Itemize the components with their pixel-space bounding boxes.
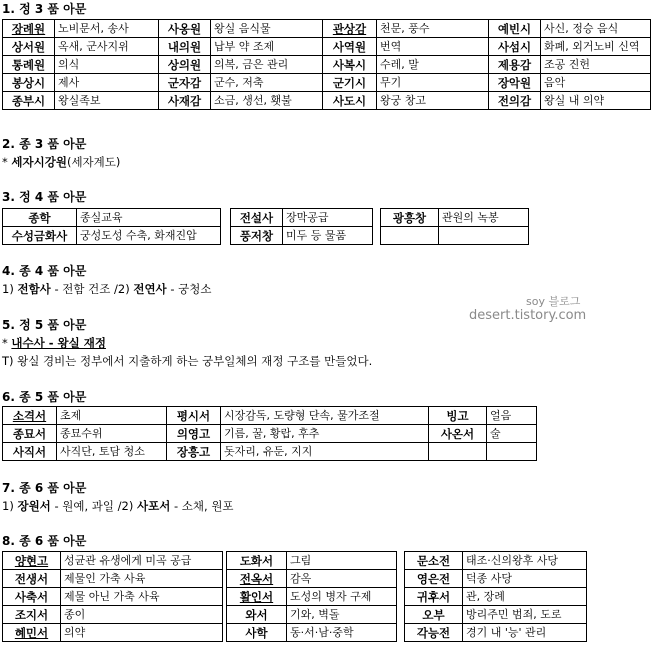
- section-title-5: 5. 정 5 품 아문: [2, 318, 87, 332]
- office-duty-cell: 도성의 병자 구제: [287, 588, 397, 606]
- office-name-cell: 전설사: [231, 209, 283, 227]
- office-duty-cell: 관, 장례: [463, 588, 587, 606]
- table-row: [3, 443, 537, 461]
- watermark-blog-name: soy 블로그: [526, 295, 581, 308]
- column-gap: [221, 227, 231, 245]
- office-name-cell: 와서: [227, 606, 287, 624]
- empty-cell: [381, 227, 439, 245]
- office-duty-cell: 소금, 생선, 횃불: [211, 92, 323, 110]
- office-duty-cell: 기와, 벽돌: [287, 606, 397, 624]
- office-name-cell: 오부: [405, 606, 463, 624]
- line-s7-0: [2, 499, 234, 513]
- office-duty-cell: 돗자리, 유둔, 지지: [221, 443, 429, 461]
- office-name-cell: 군기시: [323, 74, 377, 92]
- office-name-cell: 문소전: [405, 552, 463, 570]
- line-s5-0: [2, 336, 106, 350]
- office-duty-cell: 시장감독, 도량형 단속, 물가조절: [221, 407, 429, 425]
- office-duty-cell: 수레, 말: [377, 56, 489, 74]
- office-duty-cell: 술: [487, 425, 537, 443]
- table-row: [3, 606, 587, 624]
- office-duty-cell: 왕궁 창고: [377, 92, 489, 110]
- section-title-3: 3. 정 4 품 아문: [2, 190, 87, 204]
- line-s2-0: [2, 155, 120, 169]
- office-name-cell: 광흥창: [381, 209, 439, 227]
- office-name-cell: 사축서: [3, 588, 61, 606]
- emphasis-text: 전함사: [17, 282, 51, 296]
- office-duty-cell: 성균관 유생에게 미곡 공급: [61, 552, 223, 570]
- office-name-cell: 종묘서: [3, 425, 57, 443]
- office-name-cell: 전옥서: [227, 570, 287, 588]
- office-name-cell: 영은전: [405, 570, 463, 588]
- office-name-cell: 종부시: [3, 92, 55, 110]
- office-duty-cell: 옥새, 군사지위: [55, 38, 159, 56]
- plain-text: - 전함 건조 /2): [50, 282, 134, 296]
- section-title-2: 2. 종 3 품 아문: [2, 137, 87, 151]
- column-gap: [397, 588, 405, 606]
- empty-cell: [429, 443, 487, 461]
- table-row: [3, 74, 651, 92]
- office-name-cell: 사도시: [323, 92, 377, 110]
- emphasis-text: 세자시강원: [11, 155, 67, 169]
- office-name-cell: 장례원: [3, 20, 55, 38]
- office-name-cell: 사역원: [323, 38, 377, 56]
- office-duty-cell: 군수, 저축: [211, 74, 323, 92]
- plain-text: 1): [2, 282, 18, 296]
- office-duty-cell: 덕종 사당: [463, 570, 587, 588]
- office-duty-cell: 의식: [55, 56, 159, 74]
- office-duty-cell: 동·서·남·중학: [287, 624, 397, 642]
- emphasis-text: 내수사 - 왕실 재정: [11, 336, 106, 350]
- empty-cell: [487, 443, 537, 461]
- section-title-7: 7. 종 6 품 아문: [2, 481, 87, 495]
- office-duty-cell: 궁성도성 수축, 화재진압: [77, 227, 221, 245]
- office-name-cell: 통례원: [3, 56, 55, 74]
- office-name-cell: 전의감: [489, 92, 541, 110]
- office-duty-cell: 번역: [377, 38, 489, 56]
- column-gap: [397, 552, 405, 570]
- office-duty-cell: 천문, 풍수: [377, 20, 489, 38]
- column-gap: [221, 209, 231, 227]
- office-duty-cell: 사직단, 토담 청소: [57, 443, 167, 461]
- office-duty-cell: 조공 진헌: [541, 56, 651, 74]
- office-name-cell: 양현고: [3, 552, 61, 570]
- table-row: [3, 588, 587, 606]
- table-row: [3, 624, 587, 642]
- table-row: [3, 570, 587, 588]
- office-duty-cell: 왕실 내 의약: [541, 92, 651, 110]
- office-name-cell: 사옹원: [159, 20, 211, 38]
- column-gap: [373, 209, 381, 227]
- office-name-cell: 봉상시: [3, 74, 55, 92]
- office-duty-cell: 음악: [541, 74, 651, 92]
- office-name-cell: 사온서: [429, 425, 487, 443]
- section-title-8: 8. 종 6 품 아문: [2, 534, 87, 548]
- emphasis-text: 장원서: [17, 499, 51, 513]
- section-title-4: 4. 종 4 품 아문: [2, 264, 87, 278]
- office-name-cell: 각능전: [405, 624, 463, 642]
- office-name-cell: 조지서: [3, 606, 61, 624]
- office-name-cell: 제용감: [489, 56, 541, 74]
- office-name-cell: 장흥고: [167, 443, 221, 461]
- office-duty-cell: 방리주민 범죄, 도로: [463, 606, 587, 624]
- section-title-1: 1. 정 3 품 아문: [2, 2, 87, 16]
- office-name-cell: 사복시: [323, 56, 377, 74]
- empty-cell: [439, 227, 529, 245]
- office-duty-cell: 납부 약 조제: [211, 38, 323, 56]
- office-name-cell: 의영고: [167, 425, 221, 443]
- office-name-cell: 사직서: [3, 443, 57, 461]
- office-name-cell: 관상감: [323, 20, 377, 38]
- office-duty-cell: 그림: [287, 552, 397, 570]
- office-duty-cell: 미두 등 물품: [283, 227, 373, 245]
- column-gap: [397, 606, 405, 624]
- column-gap: [397, 624, 405, 642]
- table-jong5pum: [2, 406, 537, 461]
- office-duty-cell: 왕실족보: [55, 92, 159, 110]
- table-row: [3, 209, 529, 227]
- office-duty-cell: 얼음: [487, 407, 537, 425]
- column-gap: [373, 227, 381, 245]
- office-duty-cell: 왕실 음식물: [211, 20, 323, 38]
- table-jong6pum: [2, 551, 587, 642]
- office-duty-cell: 종실교육: [77, 209, 221, 227]
- table-row: [3, 92, 651, 110]
- emphasis-text: 사포서: [137, 499, 171, 513]
- office-duty-cell: 노비문서, 송사: [55, 20, 159, 38]
- office-name-cell: 사재감: [159, 92, 211, 110]
- office-duty-cell: 의약: [61, 624, 223, 642]
- office-name-cell: 혜민서: [3, 624, 61, 642]
- office-name-cell: 사섬시: [489, 38, 541, 56]
- plain-text: - 소채, 원포: [170, 499, 234, 513]
- table-row: [3, 227, 529, 245]
- line-s4-0: [2, 282, 211, 296]
- column-gap: [397, 570, 405, 588]
- office-name-cell: 군자감: [159, 74, 211, 92]
- office-name-cell: 상서원: [3, 38, 55, 56]
- office-name-cell: 사학: [227, 624, 287, 642]
- line-s5-1: [2, 354, 372, 368]
- office-duty-cell: 초제: [57, 407, 167, 425]
- table-row: [3, 56, 651, 74]
- table-row: [3, 407, 537, 425]
- office-name-cell: 내의원: [159, 38, 211, 56]
- office-name-cell: 도화서: [227, 552, 287, 570]
- office-duty-cell: 무기: [377, 74, 489, 92]
- office-duty-cell: 제사: [55, 74, 159, 92]
- office-name-cell: 장악원: [489, 74, 541, 92]
- plain-text: - 원예, 과일 /2): [50, 499, 137, 513]
- section-title-6: 6. 종 5 품 아문: [2, 390, 87, 404]
- table-jeong4pum: [2, 208, 529, 245]
- plain-text: *: [2, 155, 12, 169]
- office-duty-cell: 관원의 녹봉: [439, 209, 529, 227]
- office-duty-cell: 제물인 가축 사육: [61, 570, 223, 588]
- office-name-cell: 예빈시: [489, 20, 541, 38]
- plain-text: 1): [2, 499, 18, 513]
- office-name-cell: 빙고: [429, 407, 487, 425]
- office-duty-cell: 태조·신의왕후 사당: [463, 552, 587, 570]
- office-name-cell: 소격서: [3, 407, 57, 425]
- office-duty-cell: 종묘수위: [57, 425, 167, 443]
- office-duty-cell: 의복, 금은 관리: [211, 56, 323, 74]
- office-duty-cell: 감옥: [287, 570, 397, 588]
- office-name-cell: 평시서: [167, 407, 221, 425]
- office-name-cell: 상의원: [159, 56, 211, 74]
- table-jeong3pum: [2, 19, 651, 110]
- plain-text: T) 왕실 경비는 정부에서 지출하게 하는 궁부일체의 재정 구조를 만들었다.: [2, 354, 373, 368]
- table-row: [3, 552, 587, 570]
- office-name-cell: 귀후서: [405, 588, 463, 606]
- office-duty-cell: 경기 내 '능' 관리: [463, 624, 587, 642]
- plain-text: (세자계도): [66, 155, 121, 169]
- office-name-cell: 수성금화사: [3, 227, 77, 245]
- office-duty-cell: 기름, 꿀, 황랍, 후추: [221, 425, 429, 443]
- office-name-cell: 종학: [3, 209, 77, 227]
- office-duty-cell: 화폐, 외거노비 신역: [541, 38, 651, 56]
- emphasis-text: 전연사: [133, 282, 167, 296]
- office-name-cell: 풍저창: [231, 227, 283, 245]
- office-name-cell: 전생서: [3, 570, 61, 588]
- office-duty-cell: 제물 아닌 가축 사육: [61, 588, 223, 606]
- table-row: [3, 20, 651, 38]
- office-name-cell: 활인서: [227, 588, 287, 606]
- watermark-url: desert.tistory.com: [469, 308, 587, 323]
- office-duty-cell: 사신, 정승 음식: [541, 20, 651, 38]
- table-row: [3, 38, 651, 56]
- office-duty-cell: 장막공급: [283, 209, 373, 227]
- plain-text: - 궁청소: [166, 282, 212, 296]
- table-row: [3, 425, 537, 443]
- plain-text: *: [2, 336, 12, 350]
- office-duty-cell: 종이: [61, 606, 223, 624]
